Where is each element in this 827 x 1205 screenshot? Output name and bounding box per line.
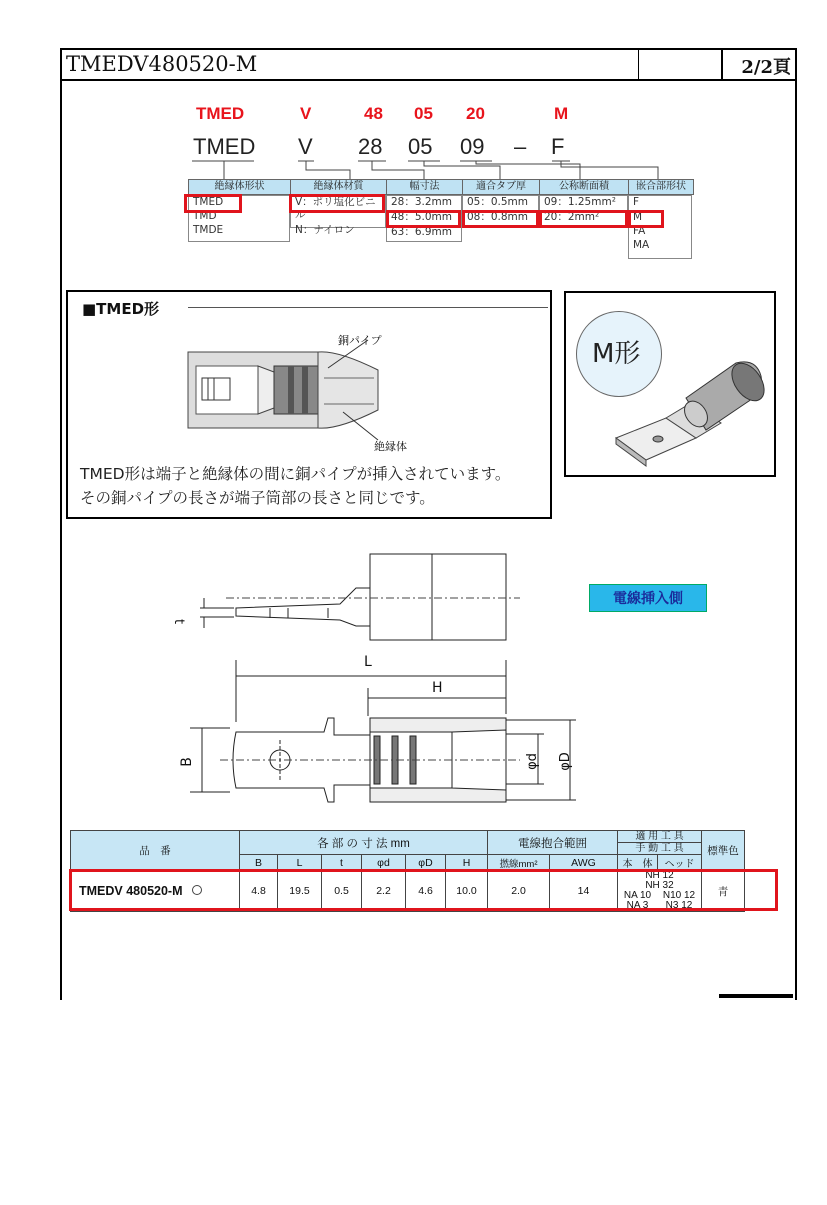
tool-text: NH 12 bbox=[645, 870, 674, 881]
th-wire-range: 電線抱合範囲 bbox=[488, 831, 618, 855]
selection-box-area bbox=[539, 210, 628, 228]
selection-box-tab bbox=[462, 210, 539, 228]
dim-label-L: L bbox=[364, 654, 372, 670]
th-standard-color: 標準色 bbox=[702, 831, 745, 871]
selection-box-shape bbox=[184, 194, 242, 213]
cat-item: N：ナイロン bbox=[295, 224, 355, 236]
code-template-shape: TMED bbox=[193, 134, 256, 159]
code-example-fit: M bbox=[554, 104, 569, 123]
label-copper-pipe: 銅パイプ bbox=[338, 334, 382, 347]
code-template-dash: – bbox=[514, 134, 527, 159]
label-insulator: 絶縁体 bbox=[374, 440, 407, 453]
cat-item: 09：1.25mm² bbox=[544, 196, 616, 208]
cat-item: 48：5.0mm bbox=[391, 211, 453, 223]
tool-text: NA 10 bbox=[623, 890, 652, 901]
cell-L: 19.5 bbox=[278, 871, 322, 912]
code-example-shape: TMED bbox=[196, 104, 245, 123]
cat-item: 63：6.9mm bbox=[391, 226, 453, 238]
title-rule bbox=[188, 307, 548, 308]
th-mm2: 撚線mm² bbox=[488, 855, 550, 871]
cat-item: M bbox=[633, 211, 643, 223]
cat-header-width: 幅寸法 bbox=[386, 179, 463, 195]
th-part-number: 品 番 bbox=[71, 831, 240, 871]
th-tool-head: ヘッド bbox=[658, 855, 702, 871]
dimension-drawing bbox=[160, 540, 580, 820]
cell-H: 10.0 bbox=[446, 871, 488, 912]
cat-item: FA bbox=[633, 225, 646, 237]
cell-B: 4.8 bbox=[240, 871, 278, 912]
selection-box-fit bbox=[628, 210, 664, 228]
th-t: t bbox=[322, 855, 362, 871]
th-awg: AWG bbox=[550, 855, 618, 871]
tmed-title: ■TMED形 bbox=[82, 298, 167, 319]
tmed-cross-section-diagram bbox=[178, 328, 458, 458]
code-template-tab: 05 bbox=[408, 134, 433, 159]
cat-item: 08：0.8mm bbox=[467, 211, 529, 223]
cat-item: V：ポリ塩化ビニル bbox=[295, 196, 376, 221]
dim-label-H: H bbox=[432, 680, 443, 696]
tmed-description-line1: TMED形は端子と絶縁体の間に銅パイプが挿入されています。 bbox=[80, 465, 511, 483]
cell-awg: 14 bbox=[550, 871, 618, 912]
header-blank-cell bbox=[638, 50, 719, 79]
cat-header-tab: 適合タブ厚 bbox=[462, 179, 540, 195]
th-tools: 適 用 工 具 bbox=[618, 831, 702, 843]
code-template-area: 09 bbox=[460, 134, 485, 159]
th-tool-body: 本 体 bbox=[618, 855, 658, 871]
table-row-highlight bbox=[69, 869, 778, 911]
code-example-material: V bbox=[300, 104, 312, 123]
th-D: φD bbox=[406, 855, 446, 871]
dim-label-t: t bbox=[171, 618, 187, 625]
tmed-description-line2: その銅パイプの長さが端子筒部の長さと同じです。 bbox=[80, 489, 435, 507]
tool-text: N3 12 bbox=[665, 900, 693, 911]
cat-item: TMD bbox=[193, 210, 217, 222]
th-H: H bbox=[446, 855, 488, 871]
dim-label-d: φd bbox=[524, 753, 540, 770]
tool-text: NA 3 bbox=[626, 900, 649, 911]
code-example-area: 20 bbox=[466, 104, 485, 123]
cat-header-fit: 嵌合部形状 bbox=[628, 179, 694, 195]
code-template-fit: F bbox=[551, 134, 565, 159]
th-d: φd bbox=[362, 855, 406, 871]
code-example-width: 48 bbox=[364, 104, 383, 123]
cat-header-area: 公称断面積 bbox=[539, 179, 629, 195]
cat-item: F bbox=[633, 196, 640, 208]
cat-item: MA bbox=[633, 239, 650, 251]
wire-insertion-side-label: 電線挿入側 bbox=[589, 584, 707, 612]
cat-item: 28：3.2mm bbox=[391, 196, 453, 208]
dim-label-B: B bbox=[178, 757, 195, 767]
cat-header-shape: 絶縁体形状 bbox=[188, 179, 291, 195]
tool-text: NH 32 bbox=[645, 880, 674, 891]
m-type-label: M形 bbox=[592, 339, 641, 369]
part-number-text: TMEDV 480520-M bbox=[79, 884, 183, 898]
doc-title: TMEDV480520-M bbox=[66, 52, 258, 76]
page-number: 2/2頁 bbox=[741, 57, 791, 78]
doc-header bbox=[62, 50, 795, 81]
code-example-tab: 05 bbox=[414, 104, 433, 123]
cell-D: 4.6 bbox=[406, 871, 446, 912]
cell-t: 0.5 bbox=[322, 871, 362, 912]
cat-item: 05：0.5mm bbox=[467, 196, 529, 208]
th-B: B bbox=[240, 855, 278, 871]
dim-label-D: φD bbox=[557, 752, 573, 771]
selection-box-width bbox=[386, 210, 461, 228]
code-template-material: V bbox=[298, 134, 313, 159]
th-manual-tool: 手 動 工 具 bbox=[618, 843, 702, 855]
m-type-box bbox=[564, 291, 776, 477]
selection-box-material bbox=[289, 194, 385, 213]
tmed-info-box bbox=[66, 290, 552, 519]
cell-mm2: 2.0 bbox=[488, 871, 550, 912]
cat-item: TMED bbox=[193, 196, 224, 208]
cell-d: 2.2 bbox=[362, 871, 406, 912]
code-template-width: 28 bbox=[358, 134, 383, 159]
th-dimensions: 各 部 の 寸 法 mm bbox=[240, 831, 488, 855]
header-page-cell bbox=[721, 50, 797, 79]
cell-color: 青 bbox=[702, 871, 745, 912]
cat-item: 20：2mm² bbox=[544, 211, 600, 223]
m-type-terminal-illustration bbox=[606, 348, 776, 473]
footer-bar bbox=[719, 994, 793, 998]
cat-item: TMDE bbox=[193, 224, 224, 236]
tool-text: N10 12 bbox=[662, 890, 696, 901]
th-L: L bbox=[278, 855, 322, 871]
cat-header-material: 絶縁体材質 bbox=[290, 179, 387, 195]
